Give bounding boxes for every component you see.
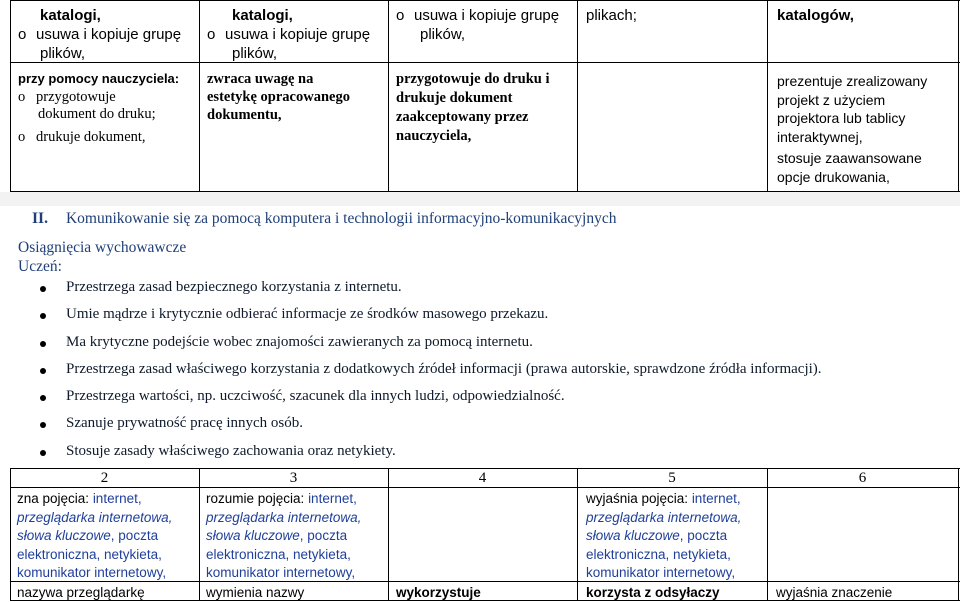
cell-text: projektora lub tablicy xyxy=(777,110,906,126)
table-rule xyxy=(767,0,768,192)
list-item-text: Stosuje zasady właściwego zachowania oraz netykiety. xyxy=(66,443,396,459)
table-rule xyxy=(199,0,200,192)
cell-text: wyjaśnia pojęcia: xyxy=(586,491,692,506)
subheading-achievements: Osiągnięcia wychowawcze xyxy=(18,239,187,256)
bullet-dot-icon xyxy=(40,422,46,428)
cell-text: internet, xyxy=(92,491,142,506)
cell-text: słowa kluczowe xyxy=(17,528,111,543)
bullet-o-icon: o xyxy=(396,7,405,24)
cell-text: katalogi, xyxy=(40,7,101,24)
cell-text: przygotowuje do druku i xyxy=(396,71,550,87)
list-item-text: Ma krytyczne podejście wobec znajomości zawieranych za pomocą internetu. xyxy=(66,334,533,350)
cell-text: usuwa i kopiuje grupę xyxy=(414,7,560,24)
cell-text: drukuje dokument xyxy=(396,90,513,106)
cell-b2-c3: wykorzystuje xyxy=(396,585,481,600)
cell-text: stosuje zaawansowane xyxy=(777,150,922,166)
bullet-dot-icon xyxy=(40,368,46,374)
cell-text: plików, xyxy=(40,45,86,62)
column-header: 6 xyxy=(858,470,867,486)
cell-text: prezentuje zrealizowany xyxy=(777,73,928,89)
cell-b2-c2: wymienia nazwy xyxy=(206,585,305,600)
cell-text: elektroniczna, netykieta, xyxy=(586,546,731,562)
cell-text: nauczyciela, xyxy=(396,128,472,144)
cell-text: zna pojęcia: xyxy=(17,491,93,506)
cell-text: elektroniczna, netykieta, xyxy=(206,546,351,562)
section-heading xyxy=(32,210,616,228)
cell-text: elektroniczna, netykieta, xyxy=(17,546,162,562)
cell-b1-c2 xyxy=(206,490,386,583)
cell-r2-c3 xyxy=(396,70,574,146)
cell-text: internet, xyxy=(691,491,741,506)
cell-text: usuwa i kopiuje grupę xyxy=(36,26,182,43)
cell-text: estetykę opracowanego xyxy=(207,89,350,105)
cell-r1-c3 xyxy=(396,6,574,44)
cell-text: projekt z użyciem xyxy=(777,91,886,108)
cell-text: przeglądarka internetowa, xyxy=(206,509,362,525)
cell-text: słowa kluczowe xyxy=(586,528,680,543)
table-rule xyxy=(388,0,389,192)
cell-r2-c5 xyxy=(777,72,957,186)
cell-text: zwraca uwagę na xyxy=(207,71,314,87)
cell-text: plików, xyxy=(232,45,278,62)
bullet-dot-icon xyxy=(40,286,46,292)
cell-r2-c2 xyxy=(207,70,385,124)
cell-text: przy pomocy nauczyciela: xyxy=(18,71,180,86)
cell-r2-c1 xyxy=(18,70,196,146)
cell-text: drukuje dokument, xyxy=(36,128,146,145)
cell-text: plikach; xyxy=(586,7,637,24)
column-header: 5 xyxy=(668,470,676,486)
cell-text: komunikator internetowy, xyxy=(206,565,356,580)
cell-text: dokument do druku; xyxy=(38,106,156,122)
column-header: 4 xyxy=(478,470,487,486)
bullet-o-icon: o xyxy=(18,26,27,43)
cell-r1-c1 xyxy=(18,6,196,63)
shaded-band xyxy=(0,192,960,206)
cell-text: , poczta xyxy=(679,528,728,543)
cell-text: , poczta xyxy=(299,528,348,543)
bullet-o-icon: o xyxy=(207,26,216,43)
cell-b1-c4 xyxy=(586,490,766,583)
table-rule xyxy=(577,0,578,192)
list-item-text: Szanuje prywatność pracę innych osób. xyxy=(66,415,304,431)
bullet-dot-icon xyxy=(40,313,46,319)
cell-text: zaakceptowany przez xyxy=(396,109,529,125)
cell-text: rozumie pojęcia: xyxy=(206,491,309,506)
cell-text: przygotowuje xyxy=(36,88,116,105)
bullet-dot-icon xyxy=(40,341,46,347)
cell-r1-c2 xyxy=(207,6,385,63)
table-rule xyxy=(958,0,959,192)
cell-b2-c5: wyjaśnia znaczenie xyxy=(776,585,893,600)
column-header: 3 xyxy=(289,470,298,486)
cell-text: dokumentu, xyxy=(207,107,282,123)
bullet-dot-icon xyxy=(40,395,46,401)
cell-text: przeglądarka internetowa, xyxy=(17,509,173,525)
list-item-text: Przestrzega zasad bezpiecznego korzystania z internetu. xyxy=(66,279,402,295)
cell-text: opcje drukowania, xyxy=(777,168,890,185)
bullet-dot-icon xyxy=(40,450,46,456)
cell-b2-c1: nazywa przeglądarkę xyxy=(17,585,145,600)
section-title: Komunikowanie się za pomocą komputera i technologii informacyjno-komunikacyjnych xyxy=(65,210,617,227)
list-item-text: Przestrzega zasad właściwego korzystania z dodatkowych źródeł informacji (prawa autorskie, sprawdzone źródła informacji). xyxy=(66,361,822,377)
cell-text: interaktywnej, xyxy=(777,128,863,145)
bullet-o-icon: o xyxy=(18,88,26,105)
cell-b1-c1 xyxy=(17,490,197,583)
list-item-text: Przestrzega wartości, np. uczciwość, szacunek dla innych ludzi, odpowiedzialność. xyxy=(66,388,565,404)
cell-text: , poczta xyxy=(110,528,159,543)
subheading-student: Uczeń: xyxy=(18,258,62,275)
cell-r1-c4 xyxy=(586,6,764,25)
cell-text: komunikator internetowy, xyxy=(17,565,167,580)
table-rule xyxy=(10,0,11,192)
cell-text: komunikator internetowy, xyxy=(586,565,736,580)
list-item-text: Umie mądrze i krytycznie odbierać informacje ze środków masowego przekazu. xyxy=(66,306,549,322)
section-number: II. xyxy=(32,210,48,227)
cell-b2-c4: korzysta z odsyłaczy xyxy=(586,585,720,600)
cell-r1-c5 xyxy=(777,6,955,25)
table-rule xyxy=(958,468,959,601)
cell-text: przeglądarka internetowa, xyxy=(586,509,742,525)
cell-text: słowa kluczowe xyxy=(206,528,300,543)
bullet-o-icon: o xyxy=(18,128,26,145)
cell-text: katalogi, xyxy=(232,7,293,24)
table-rule xyxy=(10,0,960,1)
cell-text: plików, xyxy=(420,26,466,43)
cell-text: internet, xyxy=(308,491,357,506)
column-header: 2 xyxy=(100,470,109,486)
cell-text: usuwa i kopiuje grupę xyxy=(225,26,371,43)
cell-text: katalogów, xyxy=(777,7,854,24)
